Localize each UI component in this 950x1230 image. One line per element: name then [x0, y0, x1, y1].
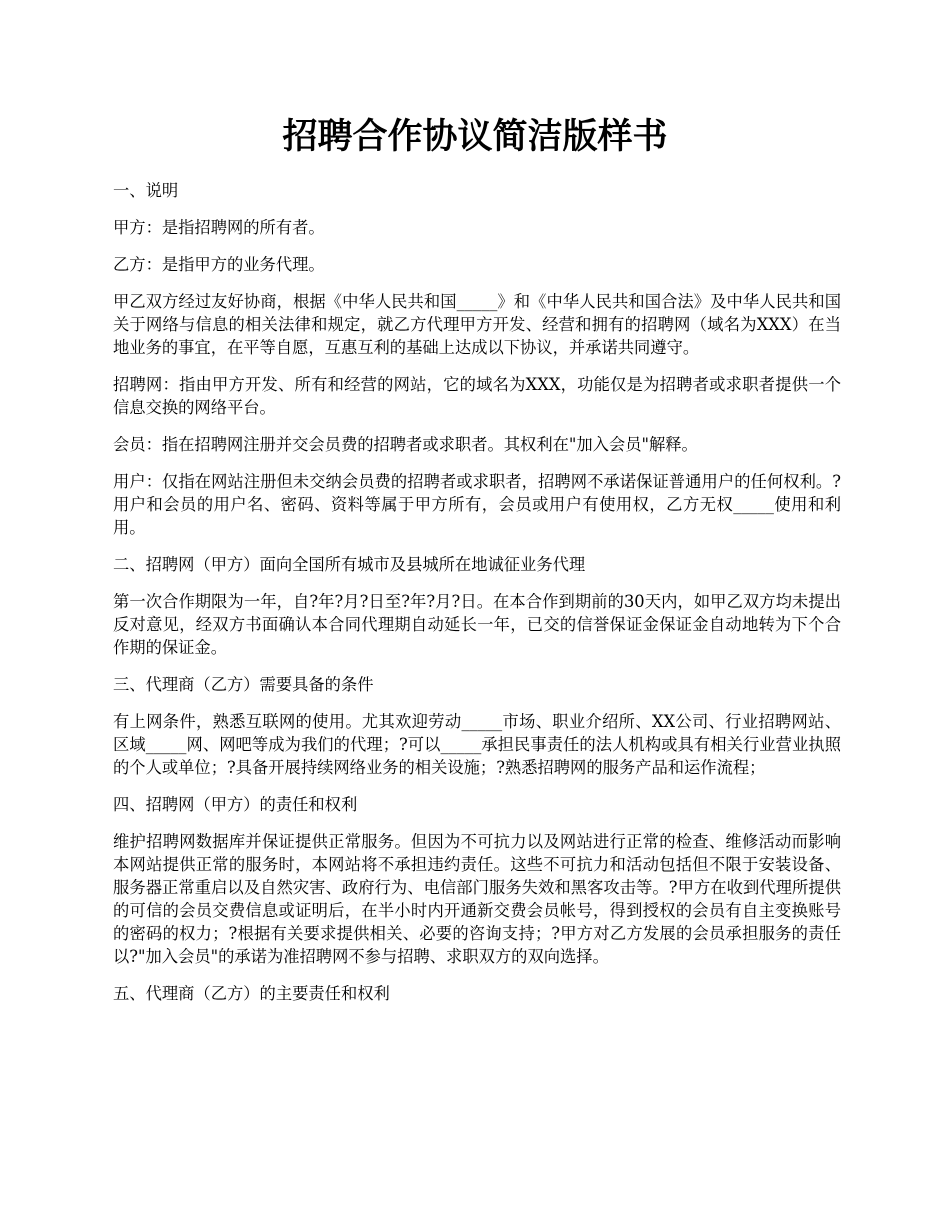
- section-heading: 一、说明: [113, 181, 179, 200]
- section-heading: 三、代理商（乙方）需要具备的条件: [113, 675, 374, 694]
- document-body: [113, 179, 841, 1019]
- definition-paragraph: 乙方：是指甲方的业务代理。: [113, 255, 325, 274]
- section-heading: 五、代理商（乙方）的主要责任和权利: [113, 984, 390, 1003]
- definition-paragraph: 甲方：是指招聘网的所有者。: [113, 218, 325, 237]
- body-paragraph: 有上网条件，熟悉互联网的使用。尤其欢迎劳动_____市场、职业介绍所、XX公司、行业招聘网站、区域_____网、网吧等成为我们的代理；?可以_____承担民事责任的法人机构或具有相关行业营业执照的个人或单位；?具备开展持续网络业务的相关设施；?熟悉招聘网的服务产品和运作流程；: [113, 712, 841, 777]
- body-paragraph: 维护招聘网数据库并保证提供正常服务。但因为不可抗力以及网站进行正常的检查、维修活动而影响本网站提供正常的服务时，本网站将不承担违约责任。这些不可抗力和活动包括但不限于安装设备、服务器正常重启以及自然灾害、政府行为、电信部门服务失效和黑客攻击等。?甲方在收到代理所提供的可信的会员交费信息或证明后，在半小时内开通新交费会员帐号，得到授权的会员有自主变换账号的密码的权力；?根据有关要求提供相关、必要的咨询支持；?甲方对乙方发展的会员承担服务的责任以?"加入会员"的承诺为准招聘网不参与招聘、求职双方的双向选择。: [113, 832, 841, 966]
- definition-paragraph: 会员：指在招聘网注册并交会员费的招聘者或求职者。其权利在"加入会员"解释。: [113, 435, 698, 454]
- document-title: 招聘合作协议简洁版样书: [282, 117, 668, 157]
- section-heading: 四、招聘网（甲方）的责任和权利: [113, 795, 358, 814]
- definition-paragraph: 用户：仅指在网站注册但未交纳会员费的招聘者或求职者，招聘网不承诺保证普通用户的任何权利。?用户和会员的用户名、密码、资料等属于甲方所有，会员或用户有使用权，乙方无权_____使用和利用。: [113, 472, 841, 537]
- body-paragraph: 甲乙双方经过友好协商，根据《中华人民共和国_____》和《中华人民共和国合法》及中华人民共和国关于网络与信息的相关法律和规定，就乙方代理甲方开发、经营和拥有的招聘网（域名为XXX）在当地业务的事宜，在平等自愿，互惠互利的基础上达成以下协议，并承诺共同遵守。: [113, 292, 841, 357]
- body-paragraph: 第一次合作期限为一年，自?年?月?日至?年?月?日。在本合作到期前的30天内，如甲乙双方均未提出反对意见，经双方书面确认本合同代理期自动延长一年，已交的信誉保证金保证金自动地转为下个合作期的保证金。: [113, 592, 841, 657]
- definition-paragraph: 招聘网：指由甲方开发、所有和经营的网站，它的域名为XXX，功能仅是为招聘者或求职者提供一个信息交换的网络平台。: [113, 375, 841, 417]
- section-heading: 二、招聘网（甲方）面向全国所有城市及县城所在地诚征业务代理: [113, 555, 586, 574]
